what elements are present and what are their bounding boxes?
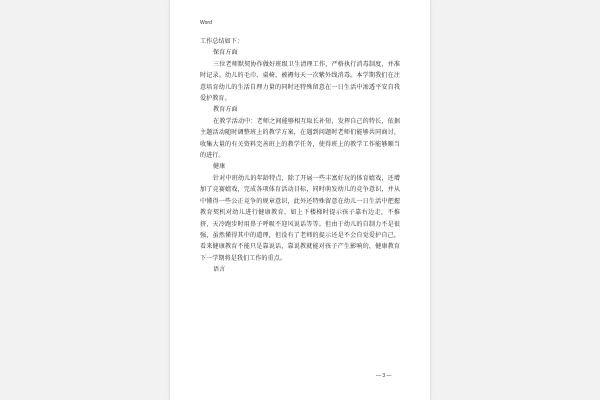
section-paragraph-care: 三位老师默契协作做好班级卫生清理工作，严格执行消毒制度，并准时记录。幼儿的毛巾、桌椅、被褥每天一次紫外线消毒。本学期我们在注意培育幼儿的生活自理力量的同时还特殊留意在一日生活中渗透平安自我爱护教育。 <box>200 60 400 103</box>
page-number: — 3 — <box>376 373 392 379</box>
section-heading-health: 健康 <box>213 163 226 171</box>
section-paragraph-education: 在教学活动中：老师之间能够相互取长补短，发挥自己的特长，依据主题活动随时调整班上的教学方案，在遇到问题时老师们能够共同商讨，收集大量的有关资料完善班上的教学任务，使得班上的教学工作能够顺当的进行。 <box>200 117 400 160</box>
intro-line: 工作总结如下： <box>200 38 244 45</box>
document-body <box>200 36 400 276</box>
app-label: Word <box>200 20 212 26</box>
section-heading-education: 教育方面 <box>213 106 238 114</box>
section-heading-language: 语言 <box>213 266 226 274</box>
section-paragraph-health: 针对中班幼儿的年龄特点，除了开展一些丰富好玩的体育嬉戏，还增加了竞赛嬉戏，完成各项体育活动目标，同时萌发幼儿的竞争意识，并从中懂得一些公正竞争的规章意识，此外还特殊留意在幼儿一日生活中把握教育契机对幼儿进行健康教育，如上下楼梯时提示孩子靠右边走，不推挤，天冷跑步时用鼻子呼吸不迎风说话等等。但由于幼儿的自制力不是很强，虽然懂得其中的道理，但没有了老师的提示还是不会自觉爱护自己，看来健康教育不能只是靠说话，靠说教就能对孩子产生影响的，健康教育下一学期将是我们工作的重点。 <box>200 174 400 262</box>
section-heading-care: 保育方面 <box>213 49 238 57</box>
